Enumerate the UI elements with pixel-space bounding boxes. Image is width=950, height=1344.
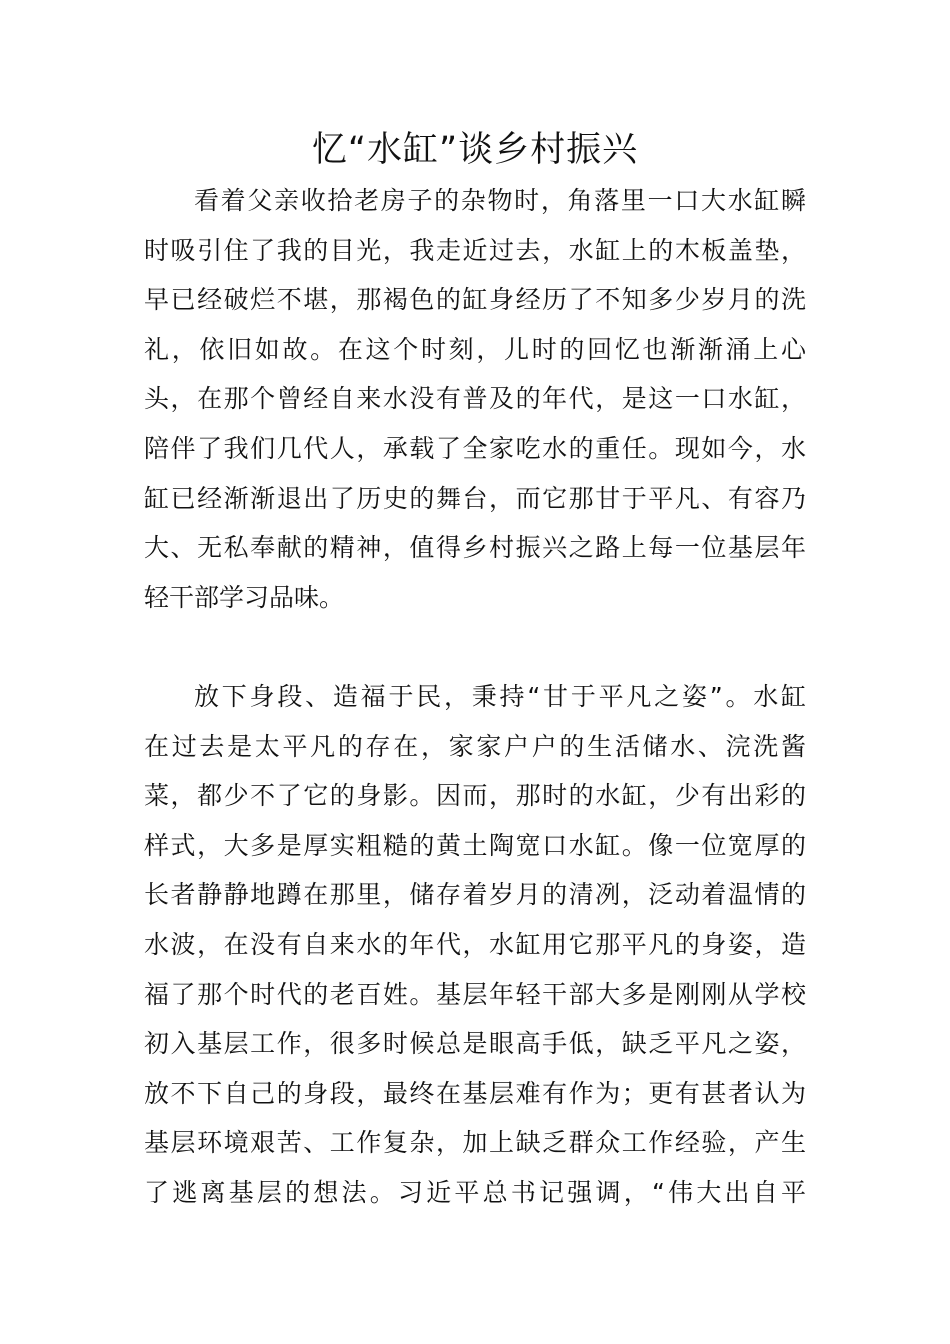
paragraph-line: 长者静静地蹲在那里，储存着岁月的清冽，泛动着温情的 (144, 880, 806, 910)
paragraph-line: 样式，大多是厚实粗糙的黄土陶宽口水缸。像一位宽厚的 (144, 830, 806, 860)
paragraph-line: 放下身段、造福于民，秉持“甘于平凡之姿”。水缸 (194, 682, 806, 711)
paragraph-line: 礼，依旧如故。在这个时刻，儿时的回忆也渐渐涌上心 (144, 334, 806, 364)
paragraph-line: 福了那个时代的老百姓。基层年轻干部大多是刚刚从学校 (144, 979, 806, 1009)
paragraph-2 (144, 672, 806, 1218)
paragraph-line: 基层环境艰苦、工作复杂，加上缺乏群众工作经验，产生 (144, 1128, 806, 1158)
paragraph-line: 早已经破烂不堪，那褐色的缸身经历了不知多少岁月的洗 (144, 285, 806, 315)
paragraph-line: 轻干部学习品味。 (144, 582, 345, 612)
paragraph-line: 初入基层工作，很多时候总是眼高手低，缺乏平凡之姿， (144, 1029, 806, 1059)
paragraph-line: 了逃离基层的想法。习近平总书记强调，“伟大出自平 (144, 1177, 806, 1207)
paragraph-line: 时吸引住了我的目光，我走近过去，水缸上的木板盖垫， (144, 235, 806, 265)
paragraph-line: 在过去是太平凡的存在，家家户户的生活储水、浣洗酱 (144, 731, 806, 761)
paragraph-line: 菜，都少不了它的身影。因而，那时的水缸，少有出彩的 (144, 781, 806, 811)
document-title: 忆“水缸”谈乡村振兴 (311, 130, 639, 170)
paragraph-line: 缸已经渐渐退出了历史的舞台，而它那甘于平凡、有容乃 (144, 483, 806, 513)
paragraph-1 (144, 176, 806, 622)
paragraph-line: 看着父亲收拾老房子的杂物时，角落里一口大水缸瞬 (194, 186, 806, 215)
paragraph-line: 头，在那个曾经自来水没有普及的年代，是这一口水缸， (144, 384, 806, 414)
paragraph-line: 水波，在没有自来水的年代，水缸用它那平凡的身姿，造 (144, 929, 806, 959)
paragraph-line: 陪伴了我们几代人，承载了全家吃水的重任。现如今，水 (144, 433, 806, 463)
paragraph-line: 放不下自己的身段，最终在基层难有作为；更有甚者认为 (144, 1078, 806, 1108)
paragraph-line: 大、无私奉献的精神，值得乡村振兴之路上每一位基层年 (144, 533, 806, 563)
